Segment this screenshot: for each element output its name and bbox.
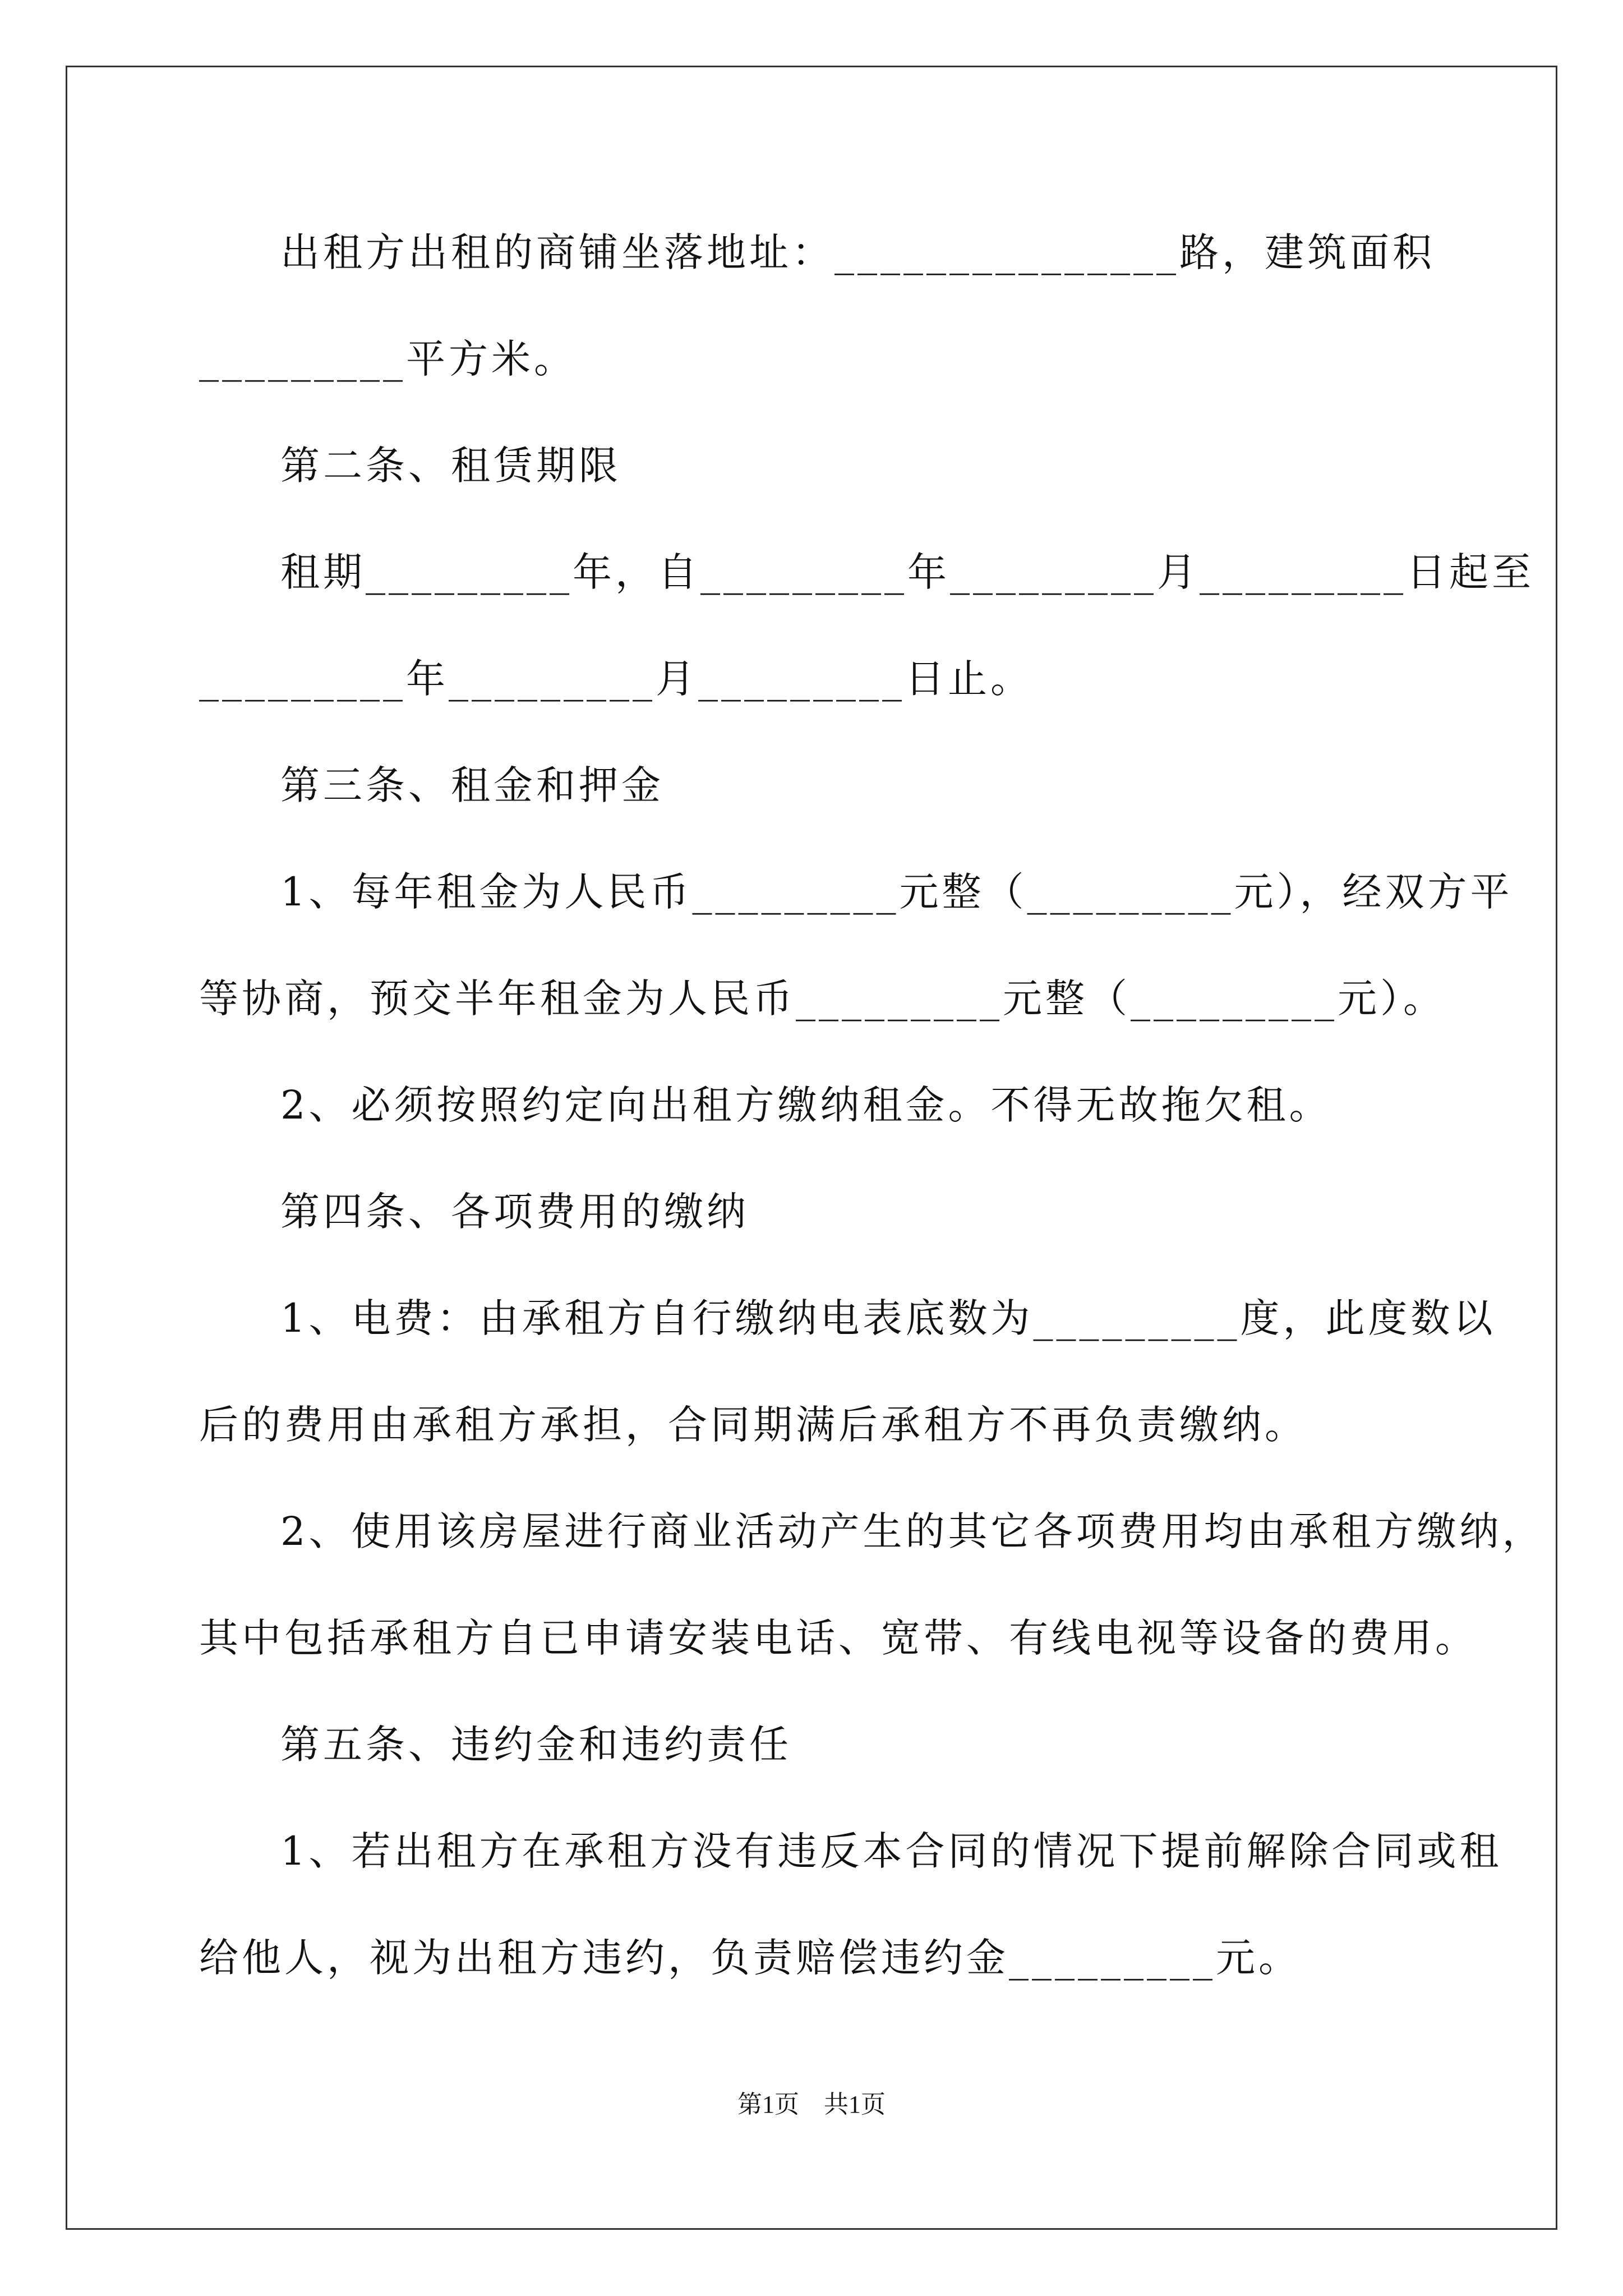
rent-clause-1-line-1: 1、每年租金为人民币_________元整（_________元），经双方平 xyxy=(280,869,1513,915)
fee-clause-1-line-1: 1、电费：由承租方自行缴纳电表底数为_________度，此度数以 xyxy=(280,1295,1496,1341)
address-line: 出租方出租的商铺坐落地址：_______________路，建筑面积 xyxy=(280,229,1435,275)
lease-term-line: 租期_________年，自_________年_________月_________日起至 xyxy=(280,549,1534,595)
lease-term-end-line: _________年_________月_________日止。 xyxy=(199,656,1033,702)
rent-clause-2: 2、必须按照约定向出租方缴纳租金。不得无故拖欠租。 xyxy=(280,1082,1332,1128)
area-line: _________平方米。 xyxy=(199,336,577,382)
fee-clause-2-line-1: 2、使用该房屋进行商业活动产生的其它各项费用均由承租方缴纳， xyxy=(280,1508,1545,1554)
article-2-heading: 第二条、租赁期限 xyxy=(280,443,621,489)
rent-clause-1-line-2: 等协商，预交半年租金为人民币_________元整（_________元）。 xyxy=(199,976,1446,1022)
page-footer: 第1页 共1页 xyxy=(737,2091,886,2118)
article-5-heading: 第五条、违约金和违约责任 xyxy=(280,1722,792,1768)
breach-clause-1-line-2: 给他人，视为出租方违约，负责赔偿违约金_________元。 xyxy=(199,1935,1301,1981)
article-4-heading: 第四条、各项费用的缴纳 xyxy=(280,1189,749,1235)
fee-clause-2-line-2: 其中包括承租方自已申请安装电话、宽带、有线电视等设备的费用。 xyxy=(199,1615,1478,1661)
fee-clause-1-line-2: 后的费用由承租方承担，合同期满后承租方不再负责缴纳。 xyxy=(199,1402,1307,1448)
article-3-heading: 第三条、租金和押金 xyxy=(280,762,664,808)
breach-clause-1-line-1: 1、若出租方在承租方没有违反本合同的情况下提前解除合同或租 xyxy=(280,1828,1502,1874)
